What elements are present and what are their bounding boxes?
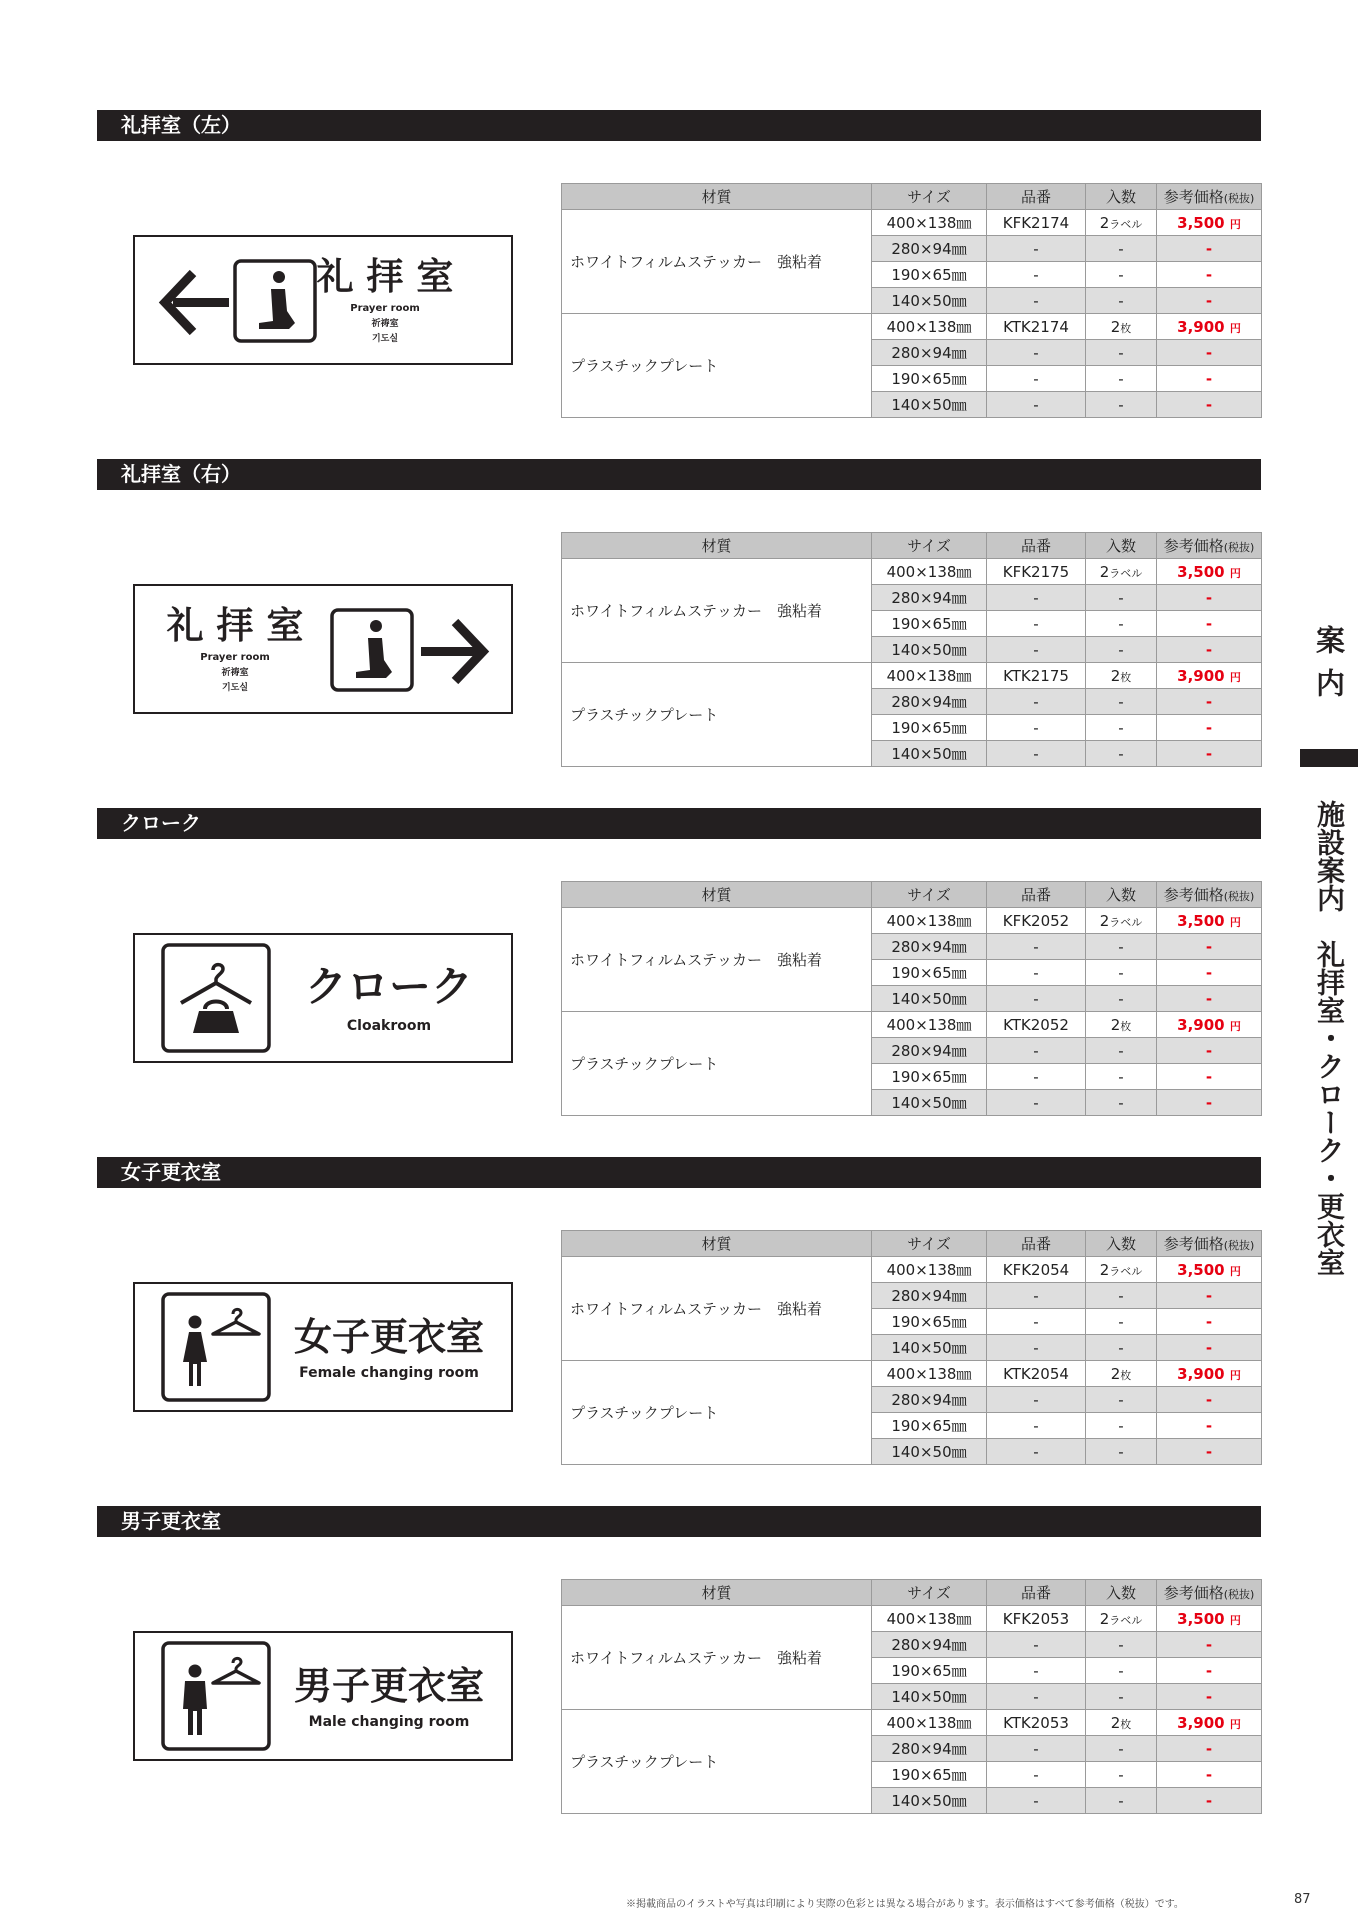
col-qty: 入数 xyxy=(1086,184,1157,210)
table-row: ホワイトフィルムステッカー 強粘着 400×138㎜ KFK2052 2ラベル 3,500 円 xyxy=(562,908,1262,934)
sign-zh: 祈祷室 xyxy=(371,319,399,329)
spec-table: 材質 サイズ 品番 入数 参考価格(税抜) ホワイトフィルムステッカー 強粘着 400×138㎜ KFK2054 2ラベル 3,500 円 280×94㎜ - - - 190×65㎜ - - - 140×50㎜ - - - プラスチックプレート 400×138㎜ KTK2054 2枚 3,900 円 280×94㎜ - - - 190×65㎜ - - - 140×50㎜ - - - xyxy=(561,1230,1262,1465)
table-row: 280×94㎜ - - - xyxy=(562,1283,1262,1309)
table-row: 190×65㎜ - - - xyxy=(562,1658,1262,1684)
sign-graphic xyxy=(135,1284,511,1410)
table-row: 140×50㎜ - - - xyxy=(562,1788,1262,1814)
col-size: サイズ xyxy=(872,184,987,210)
col-material: 材質 xyxy=(562,184,872,210)
table-row: 280×94㎜ - - - xyxy=(562,1736,1262,1762)
table-row: 190×65㎜ - - - xyxy=(562,960,1262,986)
sign-en: Cloakroom xyxy=(346,1018,432,1034)
side-divider xyxy=(1300,749,1358,767)
table-row: 140×50㎜ - - - xyxy=(562,392,1262,418)
table-row: ホワイトフィルムステッカー 強粘着 400×138㎜ KFK2175 2ラベル 3,500 円 xyxy=(562,559,1262,585)
sign-ja: クローク xyxy=(304,962,474,1011)
page-number: 87 xyxy=(1294,1892,1311,1907)
table-row: 140×50㎜ - - - xyxy=(562,741,1262,767)
spec-table: 材質 サイズ 品番 入数 参考価格(税抜) ホワイトフィルムステッカー 強粘着 400×138㎜ KFK2052 2ラベル 3,500 円 280×94㎜ - - - 190×65㎜ - - - 140×50㎜ - - - プラスチックプレート 400×138㎜ KTK2052 2枚 3,900 円 280×94㎜ - - - 190×65㎜ - - - 140×50㎜ - - - xyxy=(561,881,1262,1116)
sign-graphic xyxy=(135,1633,511,1759)
table-row: 190×65㎜ - - - xyxy=(562,262,1262,288)
spec-table: 材質 サイズ 品番 入数 参考価格(税抜) ホワイトフィルムステッカー 強粘着 400×138㎜ KFK2175 2ラベル 3,500 円 280×94㎜ - - - 190×65㎜ - - - 140×50㎜ - - - プラスチックプレート 400×138㎜ KTK2175 2枚 3,900 円 280×94㎜ - - - 190×65㎜ - - - 140×50㎜ - - - xyxy=(561,532,1262,767)
side-tab-title: 施設案内 礼拝室・クローク・更衣室 xyxy=(1313,800,1346,1276)
table-row: 190×65㎜ - - - xyxy=(562,611,1262,637)
table-row: プラスチックプレート 400×138㎜ KTK2174 2枚 3,900 円 xyxy=(562,314,1262,340)
table-row: 140×50㎜ - - - xyxy=(562,1684,1262,1710)
sign-graphic xyxy=(135,586,511,712)
table-row: プラスチックプレート 400×138㎜ KTK2054 2枚 3,900 円 xyxy=(562,1361,1262,1387)
sign-ja: 男子更衣室 xyxy=(293,1664,485,1708)
spec-table: 材質 サイズ 品番 入数 参考価格(税抜) ホワイトフィルムステッカー 強粘着 400×138㎜ KFK2053 2ラベル 3,500 円 280×94㎜ - - - 190×65㎜ - - - 140×50㎜ - - - プラスチックプレート 400×138㎜ KTK2053 2枚 3,900 円 280×94㎜ - - - 190×65㎜ - - - 140×50㎜ - - - xyxy=(561,1579,1262,1814)
table-row: ホワイトフィルムステッカー 強粘着 400×138㎜ KFK2054 2ラベル 3,500 円 xyxy=(562,1257,1262,1283)
table-row: 280×94㎜ - - - xyxy=(562,934,1262,960)
sign-cloakroom xyxy=(133,933,513,1063)
table-row: 280×94㎜ - - - xyxy=(562,1632,1262,1658)
sign-ja: 女子更衣室 xyxy=(293,1315,485,1359)
table-row: 190×65㎜ - - - xyxy=(562,366,1262,392)
sign-zh: 祈祷室 xyxy=(221,668,249,678)
table-row: 190×65㎜ - - - xyxy=(562,1064,1262,1090)
table-row: プラスチックプレート 400×138㎜ KTK2053 2枚 3,900 円 xyxy=(562,1710,1262,1736)
table-row: 190×65㎜ - - - xyxy=(562,1413,1262,1439)
sign-graphic xyxy=(135,935,511,1061)
female-changing-icon xyxy=(163,1294,269,1400)
table-row: ホワイトフィルムステッカー 強粘着 400×138㎜ KFK2053 2ラベル 3,500 円 xyxy=(562,1606,1262,1632)
table-row: 280×94㎜ - - - xyxy=(562,585,1262,611)
table-row: 280×94㎜ - - - xyxy=(562,1387,1262,1413)
cloakroom-icon xyxy=(163,945,269,1051)
spec-table xyxy=(561,183,1262,418)
footer-note: ※掲載商品のイラストや写真は印刷により実際の色彩とは異なる場合があります。表示価格はすべて参考価格（税抜）です。 xyxy=(626,1899,1184,1910)
table-row: 190×65㎜ - - - xyxy=(562,1309,1262,1335)
col-code: 品番 xyxy=(987,184,1086,210)
right-arrow-icon xyxy=(421,622,483,681)
sign-en: Prayer room xyxy=(200,652,270,663)
col-price: 参考価格(税抜) xyxy=(1157,184,1262,210)
table-row: 280×94㎜ - - - xyxy=(562,340,1262,366)
sign-prayer-right xyxy=(133,584,513,714)
side-tab-category: 案内 xyxy=(1312,625,1346,711)
sign-male-changing xyxy=(133,1631,513,1761)
table-row: 140×50㎜ - - - xyxy=(562,986,1262,1012)
sign-graphic xyxy=(135,237,511,363)
sign-ko: 기도실 xyxy=(221,683,249,693)
sign-prayer-left xyxy=(133,235,513,365)
male-changing-icon xyxy=(163,1643,269,1749)
table-row: 280×94㎜ - - - xyxy=(562,1038,1262,1064)
table-row: 140×50㎜ - - - xyxy=(562,1335,1262,1361)
section-title: 男子更衣室 xyxy=(97,1506,1261,1537)
section-title: 女子更衣室 xyxy=(97,1157,1261,1188)
prayer-icon xyxy=(332,610,412,690)
prayer-icon xyxy=(235,261,315,341)
sign-ja: 礼 拝 室 xyxy=(166,604,304,647)
table-row: ホワイトフィルムステッカー 強粘着 400×138㎜ KFK2174 2ラベル 3,500 円 xyxy=(562,210,1262,236)
sign-ko: 기도실 xyxy=(371,334,399,344)
table-row: 280×94㎜ - - - xyxy=(562,236,1262,262)
table-row: 190×65㎜ - - - xyxy=(562,715,1262,741)
table-row: 140×50㎜ - - - xyxy=(562,1090,1262,1116)
sign-en: Prayer room xyxy=(350,303,420,314)
table-row: 280×94㎜ - - - xyxy=(562,689,1262,715)
table-row: 140×50㎜ - - - xyxy=(562,288,1262,314)
table-row: プラスチックプレート 400×138㎜ KTK2052 2枚 3,900 円 xyxy=(562,1012,1262,1038)
left-arrow-icon xyxy=(165,273,229,332)
sign-female-changing xyxy=(133,1282,513,1412)
table-row: プラスチックプレート 400×138㎜ KTK2175 2枚 3,900 円 xyxy=(562,663,1262,689)
section-title: 礼拝室（右） xyxy=(97,459,1261,490)
table-row: 140×50㎜ - - - xyxy=(562,637,1262,663)
section-title: クローク xyxy=(97,808,1261,839)
table-row: 140×50㎜ - - - xyxy=(562,1439,1262,1465)
sign-ja: 礼 拝 室 xyxy=(316,255,454,298)
section-title: 礼拝室（左） xyxy=(97,110,1261,141)
sign-en: Male changing room xyxy=(308,1714,470,1730)
table-row: 190×65㎜ - - - xyxy=(562,1762,1262,1788)
sign-en: Female changing room xyxy=(299,1365,479,1381)
